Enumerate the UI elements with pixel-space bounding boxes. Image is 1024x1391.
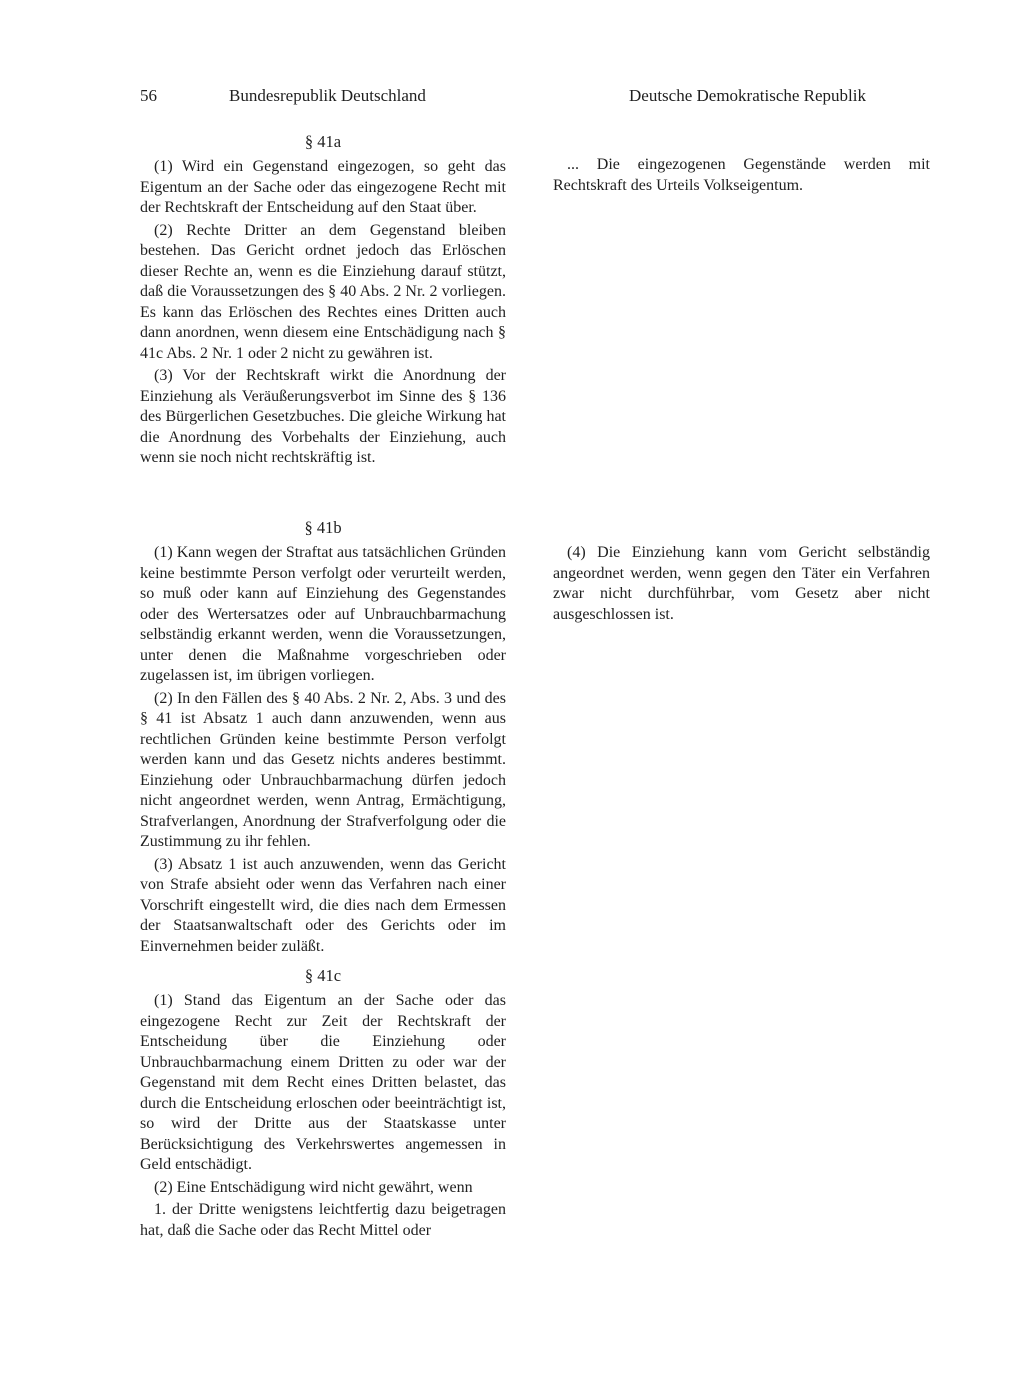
- paragraph-41c-3: 1. der Dritte wenigstens leichtfertig dazu beigetragen hat, daß die Sache oder das Recht Mittel oder: [140, 1201, 506, 1239]
- running-head-right: Deutsche Demokratische Republik: [629, 86, 866, 105]
- paragraph-41c-1: (1) Stand das Eigentum an der Sache oder das eingezogene Recht zur Zeit der Rechtskraft der Entscheidung über die Einziehung oder Unbrauchbarmachung einem Dritten zu oder war der Gegenstand mit dem Recht eines Dritten belastet, das durch die Entscheidung erloschen oder beeinträchtigt ist, so wird der Dritte aus der Staatskasse unter Berücksichtigung des Verkehrswertes angemessen in Geld entschädigt.: [140, 992, 506, 1173]
- page-number: 56: [140, 86, 157, 105]
- section-41b: [140, 517, 506, 959]
- paragraph-41b-3: (3) Absatz 1 ist auch anzuwenden, wenn das Gericht von Strafe absieht oder wenn das Verfahren nach einer Vorschrift eingestellt wird, die dies nach dem Ermessen der Staatsanwaltschaft oder des Gerichts oder im Einvernehmen beider zuläßt.: [140, 855, 506, 955]
- paragraph-41b-2: (2) In den Fällen des § 40 Abs. 2 Nr. 2, Abs. 3 und des § 41 ist Absatz 1 auch dann anzuwenden, wenn aus rechtlichen Gründen keine bestimmte Person verfolgt werden kann und das Gesetz nichts anderes bestimmt. Einziehung oder Unbrauchbarmachung dürfen jedoch nicht angeordnet werden, wenn Antrag, Ermächtigung, Strafverlangen, Anordnung der Strafverfolgung oder die Zustimmung zu ihr fehlen.: [140, 689, 506, 850]
- section-41c: [140, 965, 506, 1241]
- ddr-text-1: [553, 155, 930, 198]
- ddr-text-2: [553, 543, 930, 627]
- paragraph-41c-2: (2) Eine Entschädigung wird nicht gewährt, wenn: [154, 1178, 473, 1196]
- paragraph-41a-3: (3) Vor der Rechtskraft wirkt die Anordnung der Einziehung als Veräußerungsverbot im Sinne des § 136 des Bürgerlichen Gesetzbuches. Die gleiche Wirkung hat die Anordnung des Vorbehalts der Einziehung, auch wenn sie noch nicht rechtskräftig ist.: [140, 367, 506, 466]
- section-41a: [140, 131, 506, 471]
- paragraph-41b-1: (1) Kann wegen der Straftat aus tatsächlichen Gründen keine bestimmte Person verfolgt oder verurteilt werden, so muß oder kann auf Einziehung des Gegenstandes oder des Wertersatzes oder auf Unbrauchbarmachung selbständig erkannt werden, wenn die Voraussetzungen, unter denen die Maßnahme vorgeschrieben oder zugelassen ist, im übrigen vorliegen.: [140, 544, 506, 684]
- paragraph-ddr-1: ... Die eingezogenen Gegenstände werden mit Rechtskraft des Urteils Volkseigentum.: [553, 156, 930, 194]
- paragraph-ddr-2: (4) Die Einziehung kann vom Gericht selbständig angeordnet werden, wenn gegen den Täter ein Verfahren zwar nicht durchführbar, vom Gesetz aber nicht ausgeschlossen ist.: [553, 544, 930, 623]
- paragraph-41a-1: (1) Wird ein Gegenstand eingezogen, so geht das Eigentum an der Sache oder das eingezogene Recht mit der Rechtskraft der Entscheidung auf den Staat über.: [140, 158, 506, 216]
- paragraph-41a-2: (2) Rechte Dritter an dem Gegenstand bleiben bestehen. Das Gericht ordnet jedoch das Erlöschen dieser Rechte an, wenn es die Einziehung darauf stützt, daß die Voraussetzungen des § 40 Abs. 2 Nr. 2 vorliegen. Es kann das Erlöschen des Rechtes eines Dritten auch dann anordnen, wenn diesem eine Entschädigung nach § 41c Abs. 2 Nr. 1 oder 2 nicht zu gewähren ist.: [140, 221, 506, 362]
- section-heading-41b: § 41b: [304, 518, 342, 537]
- section-heading-41c: § 41c: [304, 966, 342, 985]
- section-heading-41a: § 41a: [304, 132, 342, 151]
- running-head-left: Bundesrepublik Deutschland: [229, 86, 426, 105]
